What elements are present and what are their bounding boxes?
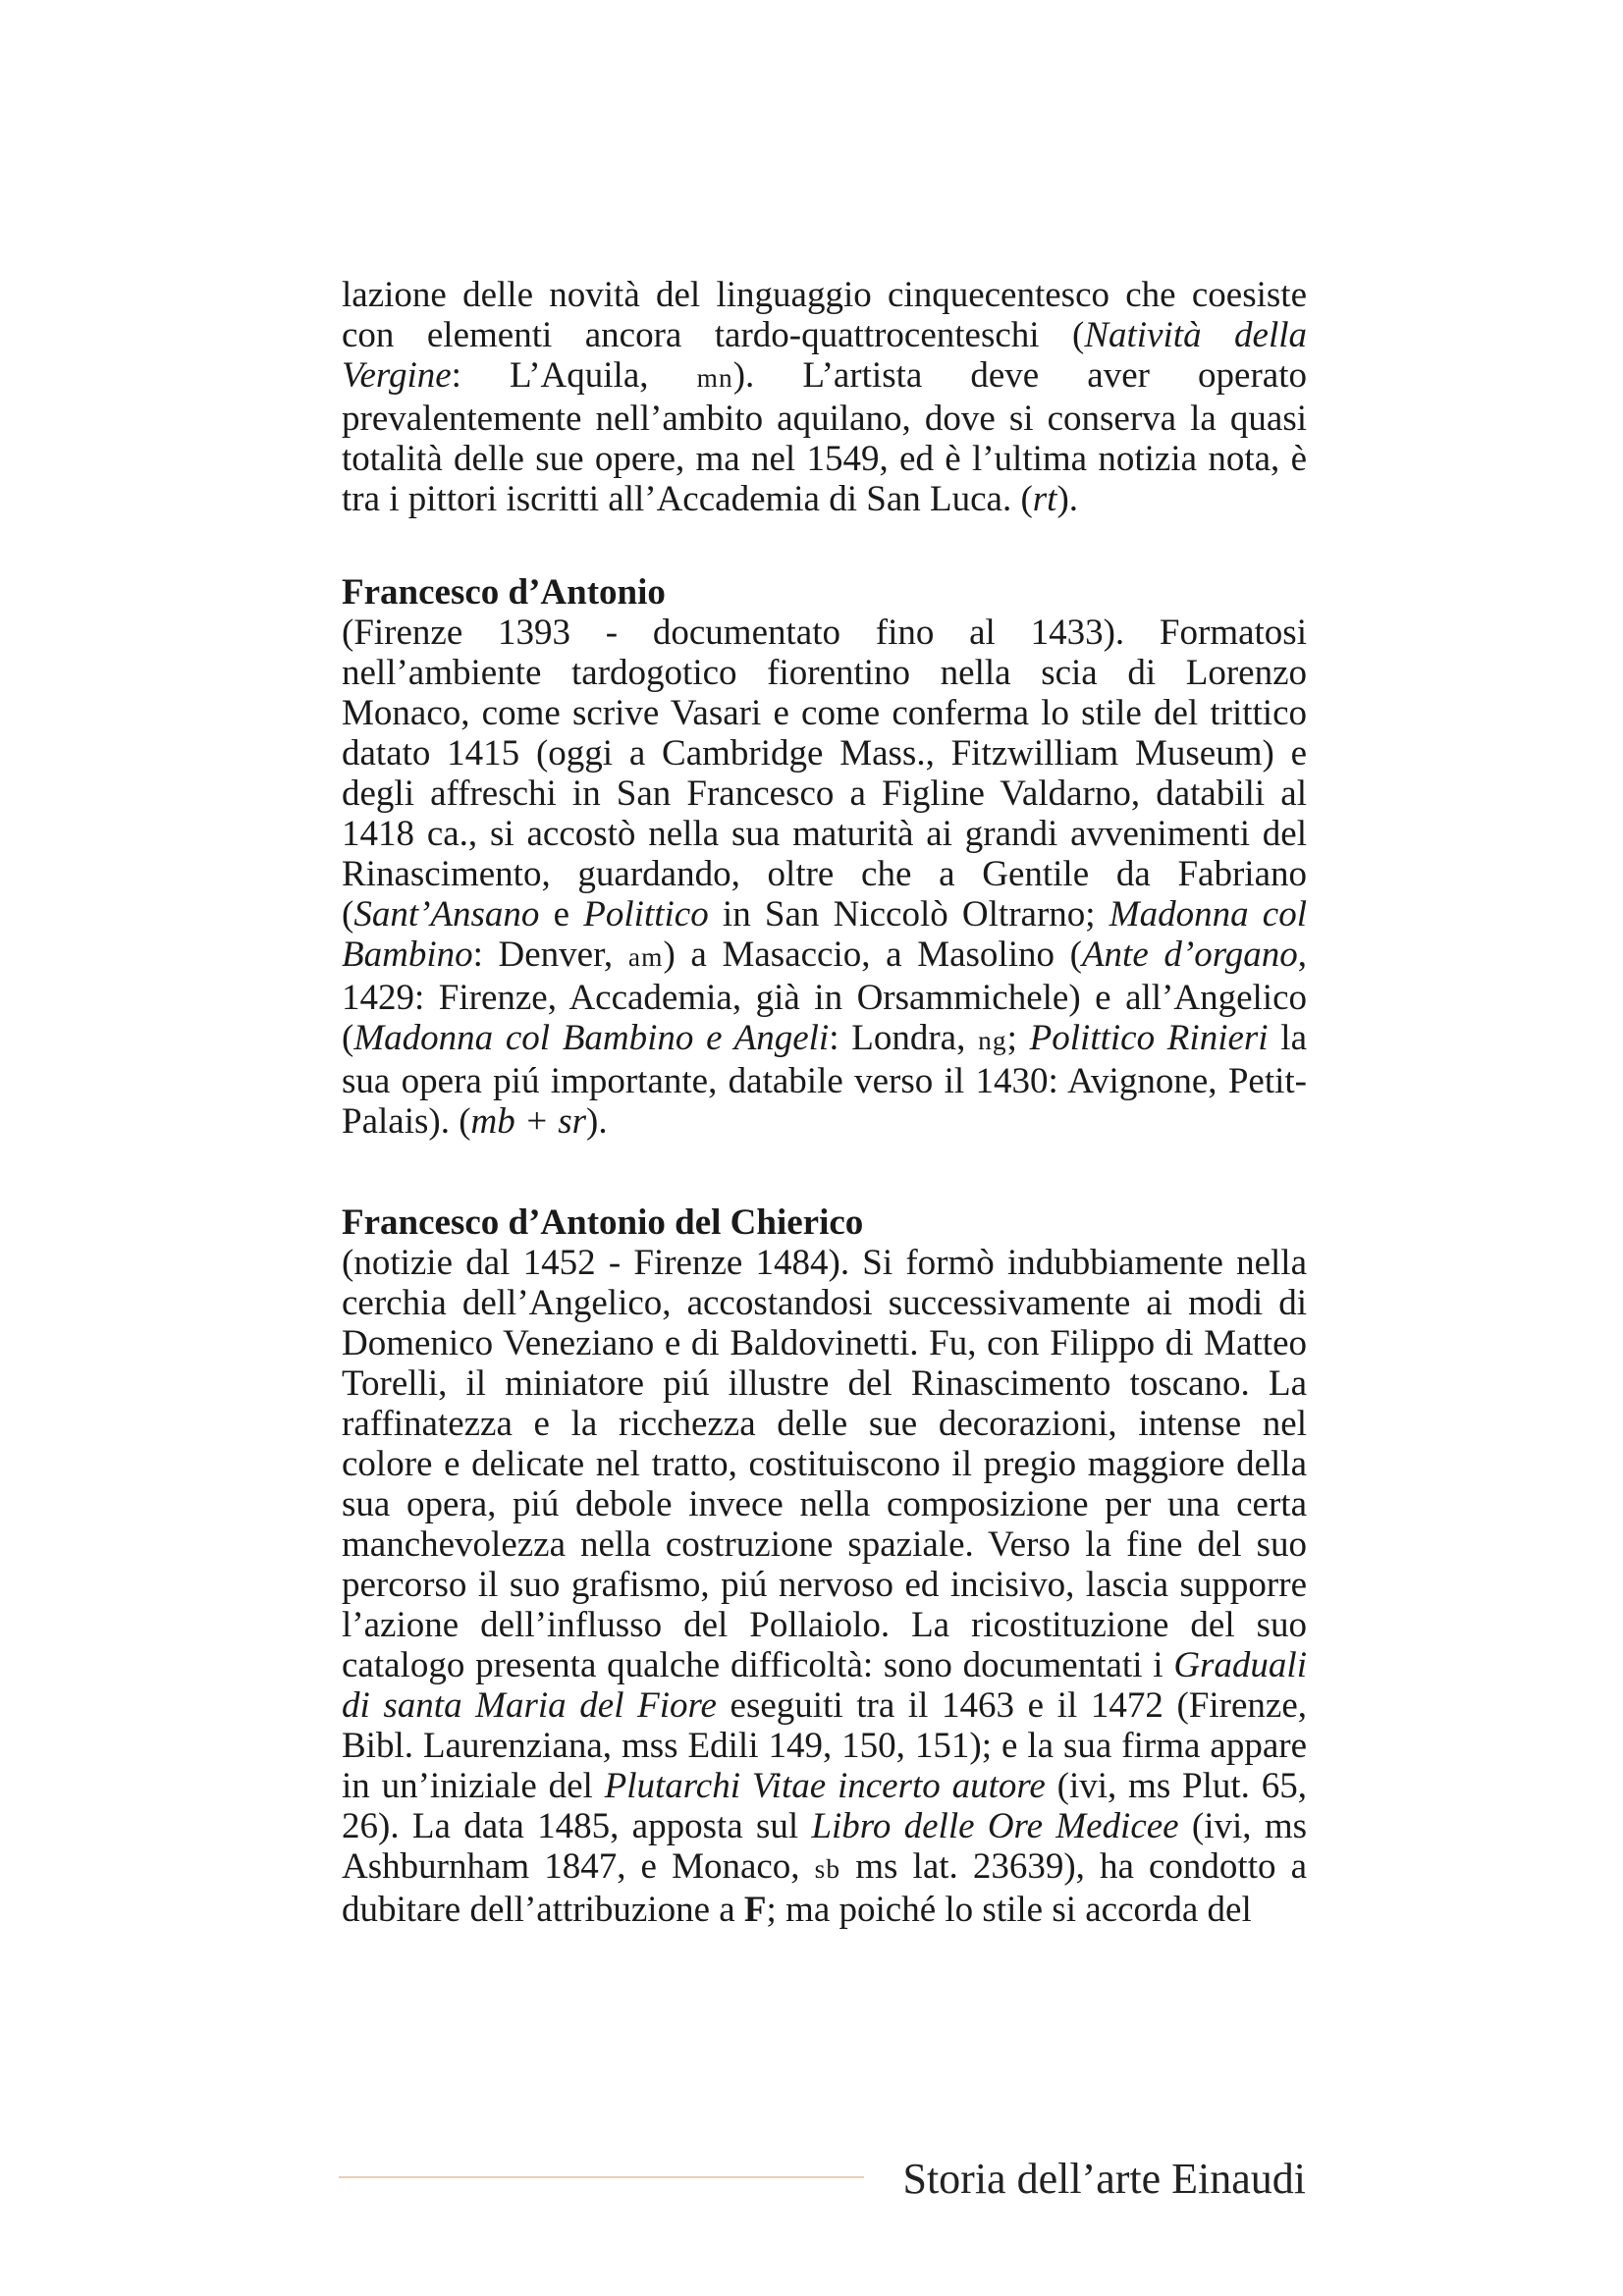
artwork-title: Polittico Rinieri [1029, 1018, 1269, 1058]
museum-abbreviation: ng [978, 1026, 1007, 1055]
continuation-paragraph [342, 275, 1307, 519]
entry-text: : Denver, [472, 934, 628, 975]
entry-heading: Francesco d’Antonio del Chierico [342, 1202, 864, 1243]
entry-text: e [539, 894, 584, 934]
artwork-title: Natività della Vergine [342, 315, 1308, 396]
paragraph-text: ). L’artista deve aver operato prevalentemente nell’ambito aquilano, dove si conserva la quasi totalità delle sue opere, ma nel 1549, ed è l’ultima notizia nota, è tra i pittori iscritti all’Accademia di San Luca. ( [342, 355, 1307, 519]
footer-title: Storia dell’arte Einaudi [902, 2155, 1306, 2203]
artwork-title: Sant’Ansano [353, 894, 540, 934]
artwork-title: Madonna col Bambino [342, 894, 1307, 975]
entry-text: ). [586, 1101, 608, 1142]
entry-text: , 1429: Firenze, Accademia, già in Orsammichele) e all’Angelico ( [342, 934, 1307, 1058]
artwork-title: Polittico [583, 894, 709, 934]
author-initials: mb + sr [470, 1101, 587, 1142]
entry-text: (ivi, ms Plut. 65, 26). La data 1485, apposta sul [342, 1766, 1307, 1846]
entry-body [342, 1243, 1307, 1930]
paragraph-text: ). [1056, 479, 1079, 519]
entry-text: in San Niccolò Oltrarno; [708, 894, 1109, 934]
artwork-title: Graduali di santa Maria del Fiore [342, 1645, 1307, 1726]
entry-text: (ivi, ms Ashburnham 1847, e Monaco, [342, 1806, 1307, 1887]
artwork-title: Plutarchi Vitae incerto autore [604, 1766, 1046, 1806]
museum-abbreviation: sb [814, 1854, 841, 1884]
entry-text: la sua opera piú importante, databile verso il 1430: Avignone, Petit-Palais). ( [342, 1018, 1308, 1142]
author-initials: rt [1032, 479, 1057, 519]
footer-rule [339, 2176, 864, 2178]
entry-text: ) a Masaccio, a Masolino ( [663, 934, 1082, 975]
entry-text: ms lat. 23639), ha condotto a dubitare dell’attribuzione a [342, 1846, 1308, 1930]
subject-abbreviation: F [743, 1890, 767, 1930]
artwork-title: Ante d’organo [1081, 934, 1298, 975]
entry-text: : Londra, [829, 1018, 979, 1058]
entry-text: (notizie dal 1452 - Firenze 1484). Si formò indubbiamente nella cerchia dell’Angelico, accostandosi successivamente ai modi di Domenico Veneziano e di Baldovinetti. Fu, con Filippo di Matteo Torelli, il miniatore piú illustre del Rinascimento toscano. La raffinatezza e la ricchezza delle sue decorazioni, intense nel colore e delicate nel tratto, costituiscono il pregio maggiore della sua opera, piú debole invece nella composizione per una certa manchevolezza nella costruzione spaziale. Verso la fine del suo percorso il suo grafismo, piú nervoso ed incisivo, lascia supporre l’azione dell’influsso del Pollaiolo. La ricostituzione del suo catalogo presenta qualche difficoltà: sono documentati i [342, 1243, 1307, 1685]
entry-text: ; ma poiché lo stile si accorda del [766, 1890, 1252, 1930]
page-body [342, 275, 1307, 1930]
entry-text: eseguiti tra il 1463 e il 1472 (Firenze, Bibl. Laurenziana, mss Edili 149, 150, 151); e la sua firma appare in un’iniziale del [342, 1685, 1307, 1806]
entry-text: (Firenze 1393 - documentato fino al 1433). Formatosi nell’ambiente tardogotico fiorentino nella scia di Lorenzo Monaco, come scrive Vasari e come conferma lo stile del trittico datato 1415 (oggi a Cambridge Mass., Fitzwilliam Museum) e degli affreschi in San Francesco a Figline Valdarno, databili al 1418 ca., si accostò nella sua maturità ai grandi avvenimenti del Rinascimento, guardando, oltre che a Gentile da Fabriano ( [342, 613, 1307, 934]
entry-heading: Francesco d’Antonio [342, 572, 666, 613]
artwork-title: Madonna col Bambino e Angeli [353, 1018, 830, 1058]
paragraph-text: : L’Aquila, [451, 355, 697, 396]
entry-text: ; [1006, 1018, 1030, 1058]
entry-body [342, 613, 1307, 1142]
paragraph-text: lazione delle novità del linguaggio cinquecentesco che coesiste con elementi ancora tardo-quattrocenteschi ( [342, 275, 1307, 355]
museum-abbreviation: am [627, 942, 664, 972]
museum-abbreviation: mn [696, 363, 733, 393]
artwork-title: Libro delle Ore Medicee [811, 1806, 1179, 1846]
